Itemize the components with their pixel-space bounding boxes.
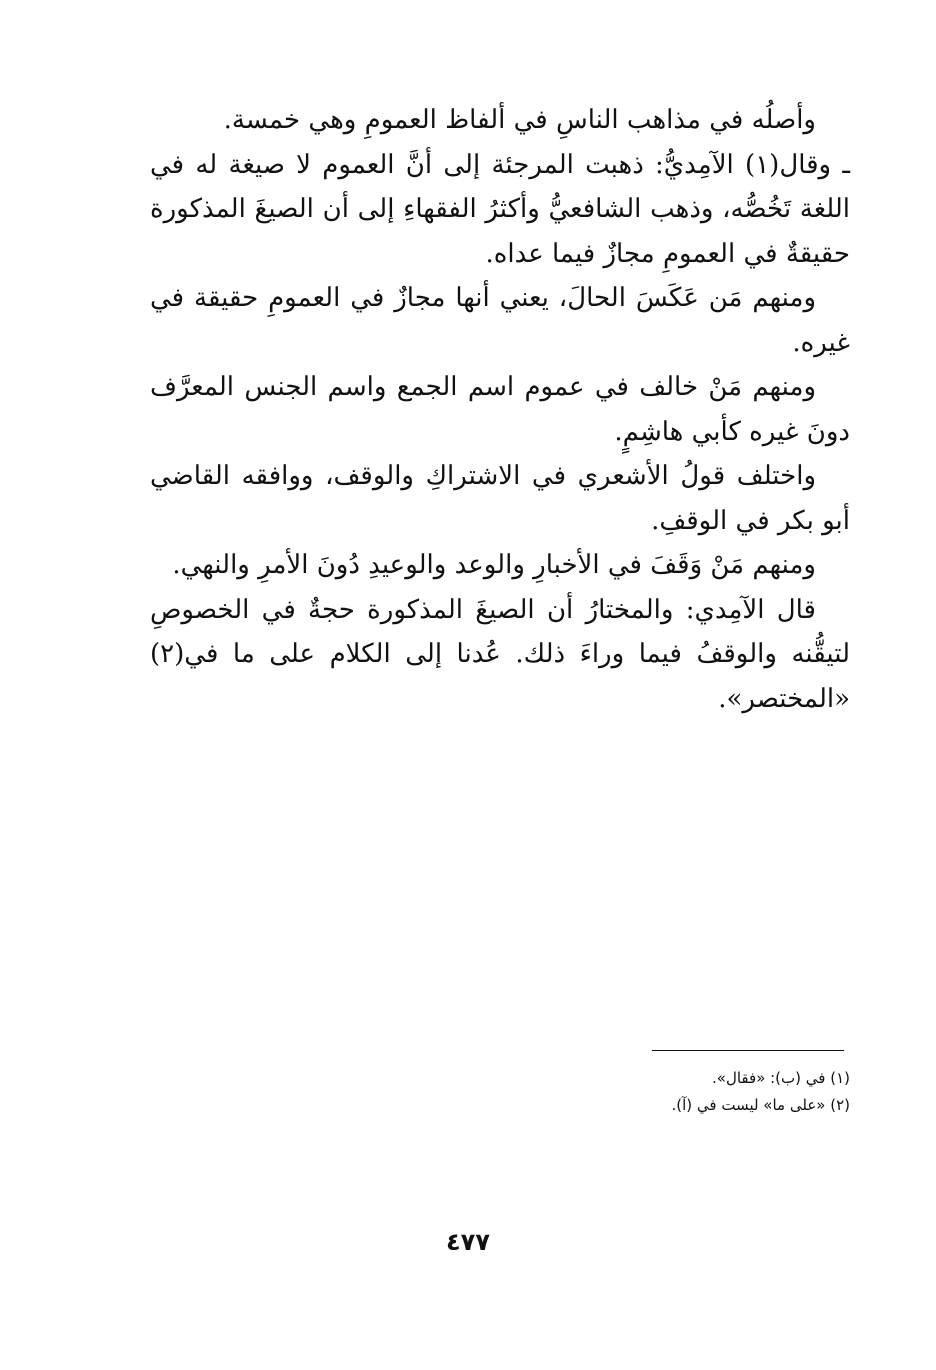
footnote: (٢) «على ما» ليست في (آ).: [671, 1096, 850, 1114]
paragraph: قال الآمِدي: والمختارُ أن الصيغَ المذكورة حجةٌ في الخصوصِ لتيقُّنه والوقفُ فيما وراءَ ذلك. عُدنا إلى الكلام على ما في(٢) «المختصر».: [150, 594, 850, 714]
paragraph: ـ وقال(١) الآمِديُّ: ذهبت المرجئة إلى أنَّ العموم لا صيغة له في اللغة تَخُصُّه، وذهب الشافعيُّ وأكثرُ الفقهاءِ إلى أن الصيغَ المذكورة حقيقةٌ في العمومِ مجازٌ فيما عداه.: [150, 149, 850, 269]
paragraph: ومنهم مَنْ وَقَفَ في الأخبارِ والوعد والوعيدِ دُونَ الأمرِ والنهي.: [172, 550, 816, 580]
paragraph: ومنهم مَنْ خالف في عموم اسم الجمع واسم الجنس المعرَّف دونَ غيره كأبي هاشِمٍ.: [150, 372, 850, 447]
paragraph: ومنهم مَن عَكَسَ الحالَ، يعني أنها مجازٌ في العمومِ حقيقة في غيره.: [150, 283, 850, 358]
page-number: ٤٧٧: [446, 1228, 490, 1256]
footnote-divider: [652, 1050, 844, 1051]
footnote: (١) في (ب): «فقال».: [712, 1069, 850, 1087]
footnotes: [520, 1065, 850, 1119]
paragraph: وأصلُه في مذاهب الناسِ في ألفاظ العمومِ وهي خمسة.: [223, 105, 816, 135]
main-text: [150, 98, 850, 721]
paragraph: واختلف قولُ الأشعري في الاشتراكِ والوقف، ووافقه القاضي أبو بكر في الوقفِ.: [150, 461, 850, 536]
